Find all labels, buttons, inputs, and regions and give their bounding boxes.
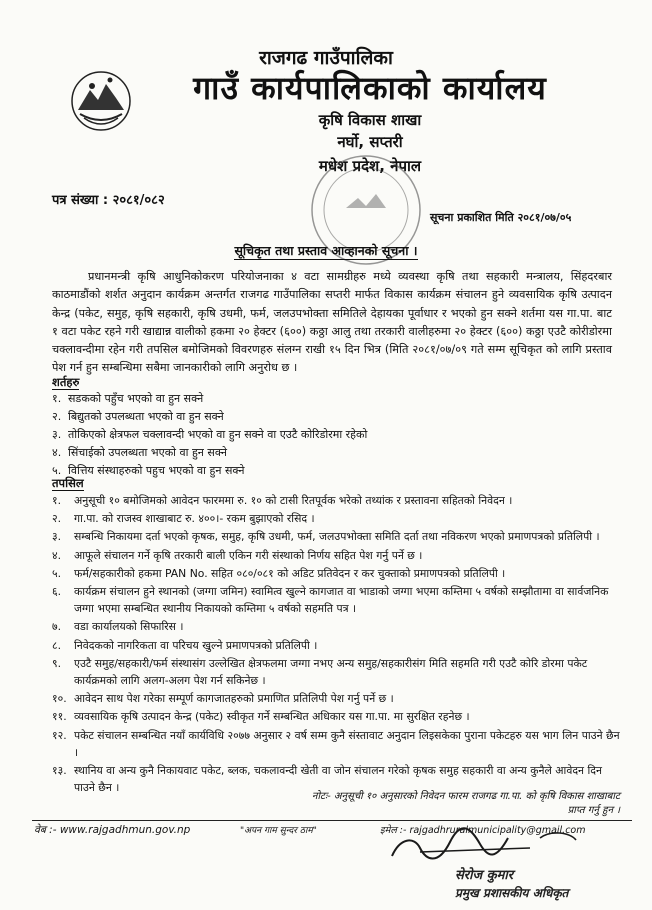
item-number: ८. bbox=[52, 638, 62, 652]
item-text: आवेदन साथ पेश गरेका सम्पूर्ण कागजातहरुको प्रमाणित प्रतिलिपी पेश गर्नु पर्ने छ । bbox=[74, 692, 394, 706]
item-number: ५. bbox=[52, 566, 62, 580]
list-item bbox=[52, 444, 612, 462]
list-item bbox=[52, 583, 622, 617]
item-number: ४. bbox=[52, 446, 62, 459]
item-text: अनुसूची १० बमोजिमको आवेदन फारममा रु. १० को टासी रितपूर्वक भरेको तथ्यांक र प्रस्तावना सहितको निवेदन । bbox=[74, 494, 513, 507]
item-number: ३. bbox=[52, 428, 62, 441]
item-text: वडा कार्यालयको सिफारिस । bbox=[74, 620, 184, 634]
list-item bbox=[52, 690, 622, 707]
annex-list bbox=[52, 492, 622, 797]
branch-name: कृषि विकास शाखा bbox=[318, 111, 422, 129]
annex-note: नोटः- अनुसूची १० अनुसारको निवेदन फारम राजगढ गा.पा. को कृषि विकास शाखाबाट प्राप्त गर्नु हुन । bbox=[311, 791, 620, 816]
list-item bbox=[52, 528, 622, 545]
item-number: १२. bbox=[52, 728, 67, 742]
item-text: एउटै समुह/सहकारी/फर्म संस्थासंग उल्लेखित क्षेत्रफलमा जग्गा नभए अन्य समुह/सहकारीसंग मिति सहमति गरी एउटै कोरि डोरमा पकेट कार्यक्रमको लागि अलग-अलग पेश गर्न सकिनेछ । bbox=[74, 656, 588, 688]
item-text: फर्म/सहकारीको हकमा PAN No. सहित ०८०/०८१ को अडिट प्रतिवेदन र कर चुक्ताको प्रमाणपत्रको प्रतिलिपी । bbox=[74, 566, 506, 580]
item-number: ३. bbox=[52, 530, 62, 544]
item-text: वित्तिय संस्थाहरुको पहुच भएको वा हुन सक्ने bbox=[68, 464, 245, 477]
footer-motto: "अपन गाम सुन्दर ठाम" bbox=[240, 826, 317, 836]
list-item bbox=[52, 618, 622, 635]
list-item bbox=[52, 408, 612, 426]
conditions-heading bbox=[52, 375, 79, 390]
annex-heading-text: तपसिल bbox=[52, 476, 84, 490]
item-number: २. bbox=[52, 410, 62, 423]
conditions-heading-text: शर्तहरु bbox=[52, 375, 80, 389]
item-text: स्थानिय वा अन्य कुनै निकायवाट पकेट, ब्लक, चकलावन्दी खेती वा जोन संचालन गरेको कृषक समुह सहकारी वा अन्य कुनैले आवेदन दिन पाउने छैन । bbox=[74, 764, 603, 795]
item-number: ४. bbox=[52, 548, 62, 562]
province-name: मधेश प्रदेश, नेपाल bbox=[318, 157, 422, 175]
list-item bbox=[52, 390, 612, 408]
item-text: बिद्युतको उपलब्धता भएको वा हुन सक्ने bbox=[68, 410, 224, 423]
item-text: सिंचाईको उपलब्धता भएको वा हुन सक्ने bbox=[68, 446, 227, 459]
list-item bbox=[52, 727, 622, 761]
list-item bbox=[52, 655, 622, 689]
item-text: पकेट संचालन सम्बन्धित नयाँ कार्यविधि २०७७ अनुसार २ वर्ष सम्म कुनै संस्तावाट अनुदान लिइसकेका पुराना पकेटहरु यस भाग लिन पाउने छैन । bbox=[74, 728, 620, 759]
item-number: ९. bbox=[52, 656, 62, 670]
item-number: ६. bbox=[52, 585, 62, 599]
item-number: १. bbox=[52, 494, 62, 507]
item-text: व्यवसायिक कृषि उत्पादन केन्द्र (पकेट) स्वीकृत गर्ने सम्बन्धित अधिकार यस गा.पा. मा सुरक्षित रहनेछ । bbox=[74, 710, 470, 724]
item-text: निवेदकको नागरिकता वा परिचय खुल्ने प्रमाणपत्रको प्रतिलिपी । bbox=[74, 638, 318, 652]
notice-title bbox=[0, 242, 652, 259]
list-item bbox=[52, 492, 622, 509]
list-item bbox=[52, 547, 622, 564]
item-text: आफूले संचालन गर्ने कृषि तरकारी बाली एकिन गरी संस्थाको निर्णय सहित पेश गर्नु पर्ने छ । bbox=[74, 548, 423, 562]
item-text: तोकिएको क्षेत्रफल चक्लावन्दी भएको वा हुन सक्ने वा एउटै कोरिडोरमा रहेको bbox=[68, 428, 368, 441]
office-name: गाउँ कार्यपालिकाको कार्यालय bbox=[193, 69, 547, 107]
item-text: सम्बन्धि निकायमा दर्ता भएको कृषक, समुह, कृषि उधमी, फर्म, जलउपभोक्ता समिति दर्ता तथा नविकरण भएको प्रमाणपत्रको प्रतिलिपी । bbox=[74, 530, 600, 544]
list-item bbox=[52, 510, 622, 527]
item-number: २. bbox=[52, 512, 62, 526]
list-item bbox=[52, 462, 612, 480]
list-item bbox=[52, 426, 612, 444]
item-number: ११. bbox=[52, 710, 67, 724]
item-text: गा.पा. को राजस्व शाखाबाट रु. ४००।- रकम बुझाएको रसिद । bbox=[74, 512, 315, 526]
list-item bbox=[52, 708, 622, 725]
item-number: ५. bbox=[52, 464, 62, 477]
item-number: १३. bbox=[52, 764, 67, 778]
publication-date: सूचना प्रकाशित मिति २०८१/०७/०५ bbox=[430, 211, 572, 224]
annex-heading bbox=[52, 476, 84, 491]
footer-email-link[interactable]: इमेल :- rajgadhruralmunicipality@gmail.com bbox=[380, 825, 586, 836]
list-item bbox=[52, 565, 622, 582]
signatory-name: सेरोज कुमार bbox=[455, 868, 514, 883]
nepal-emblem-icon bbox=[70, 70, 132, 132]
item-text: कार्यक्रम संचालन हुने स्थानको (जग्गा जमिन) स्वामित्व खुल्ने कागजात वा भाडाको जग्गा भएमा कम्तिमा ५ वर्षको सम्झौतामा वा सार्वजनिक जग्गा भएमा सम्बन्धित स्थानीय निकायको कम्तिमा ५ वर्षको सहमति पत्र । bbox=[74, 585, 609, 616]
item-number: ७. bbox=[52, 620, 62, 634]
municipality-name: राजगढ गाउँपालिका bbox=[259, 47, 393, 69]
reference-number: पत्र संख्या : २०८१/०८२ bbox=[52, 193, 165, 208]
item-text: सडकको पहुँच भएको वा हुन सक्ने bbox=[68, 392, 204, 405]
conditions-list bbox=[52, 390, 612, 480]
footer-website-link[interactable]: वेब :- www.rajgadhmun.gov.np bbox=[34, 824, 191, 836]
notice-body: प्रधानमन्त्री कृषि आधुनिकोकरण परियोजनाका ४ वटा सामग्रीहरु मध्ये व्यवस्था कृषि तथा सहकारी मन्त्रालय, सिंहदरबार काठमाडौंको शर्शत अनुदान कार्यक्रम अन्तर्गत राजगढ गाउँपालिका सप्तरी मार्फत विकास कार्यक्रम संचालन हुने व्यवसायिक कृषि उत्पादन केन्द्र (पकेट, समुह, कृषि सहकारी, कृषि उधमी, फर्म, जलउपभोक्ता समितिले देहायका पूर्वाधार र भएको हुन सक्ने शर्तमा यस गा.पा. बाट १ वटा पकेट रहने गरी खाद्यान्न वालीको हकमा २० हेक्टर (६००) कठ्ठा आलु तथा तरकारी वालीहरुमा २० हेक्टर (६००) कठ्ठा एउटै कोरीडोरमा चक्लावन्दीमा रहेन गरी तपसिल बमोजिमको विवरणहरु संलग्न राखी १५ दिन भित्र (मिति २०८१/०७/०९ गते सम्म सूचिकृत को लागि प्रस्ताव पेश गर्न हुन सम्बन्धिमा सबैमा जानकारीको लागि अनुरोध छ । bbox=[52, 270, 612, 375]
signatory-title: प्रमुख प्रशासकीय अधिकृत bbox=[455, 886, 569, 900]
office-location: नर्घो, सप्तरी bbox=[337, 133, 403, 151]
item-number: १०. bbox=[52, 692, 67, 706]
notice-title-text: सूचिकृत तथा प्रस्ताव आव्हानको सूचना । bbox=[234, 243, 418, 258]
list-item bbox=[52, 637, 622, 654]
item-number: १. bbox=[52, 392, 62, 405]
